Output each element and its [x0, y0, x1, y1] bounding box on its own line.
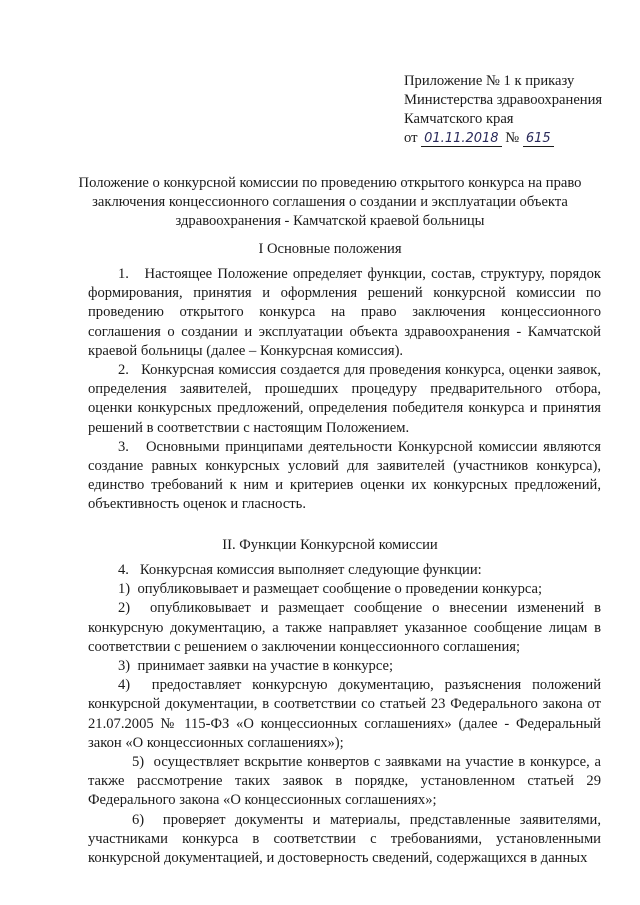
list-item: 3) принимает заявки на участие в конкурсе; [118, 658, 394, 675]
appendix-header [404, 72, 634, 148]
appendix-line-3: Камчатского края [404, 111, 514, 127]
number-label: № [505, 130, 520, 146]
list-item: 1) опубликовывает и размещает сообщение о проведении конкурса; [118, 581, 543, 598]
list-item: 4) предоставляет конкурсную документацию, разъяснения положений конкурсной документации, в соответствии со статьей 23 Федерального закона от 21.07.2005 № 115-ФЗ «О концессионных соглашениях» (далее - Федеральный закон «О концессионных соглашениях»); [88, 677, 601, 751]
appendix-date-line [404, 129, 634, 148]
from-label: от [404, 130, 418, 146]
section-1-heading: I Основные положения [258, 241, 402, 257]
handwritten-number: 615 [523, 131, 554, 147]
document-title: Положение о конкурсной комиссии по проведению открытого конкурса на право заключения концессионного соглашения о создании и эксплуатации объекта здравоохранения - Камчатской краевой больницы [78, 175, 582, 229]
paragraph-intro: 4. Конкурсная комиссия выполняет следующие функции: [118, 562, 482, 578]
appendix-line-2: Министерства здравоохранения [404, 92, 603, 108]
list-item: 2) опубликовывает и размещает сообщение о внесении изменений в конкурсную документацию, а также направляет указанное сообщение лицам в соответствии с решением о заключении концессионного соглашения; [88, 600, 601, 655]
section-2-body [88, 561, 601, 868]
appendix-line-1: Приложение № 1 к приказу [404, 73, 575, 89]
list-item: 5) осуществляет вскрытие конвертов с заявками на участие в конкурсе, а также рассмотрение таких заявок в порядке, установленном статьей 29 Федерального закона «О концессионных соглашениях»; [88, 754, 601, 809]
section-1-body [88, 265, 601, 515]
handwritten-date: 01.11.2018 [421, 131, 501, 147]
paragraph: 1. Настоящее Положение определяет функции, состав, структуру, порядок формирования, принятия и оформления решений конкурсной комиссии по проведению открытого конкурса на право заключения концессионного соглашения о создании и эксплуатации объекта здравоохранения - Камчатской краевой больницы (далее – Конкурсная комиссия). [88, 266, 601, 359]
section-2-heading: II. Функции Конкурсной комиссии [222, 537, 438, 553]
paragraph: 2. Конкурсная комиссия создается для проведения конкурса, оценки заявок, определения заявителей, прошедших процедуру предварительного отбора, оценки конкурсных предложений, определения победителя конкурса и принятия решений в соответствии с настоящим Положением. [88, 362, 601, 436]
paragraph: 3. Основными принципами деятельности Конкурсной комиссии являются создание равных конкурсных условий для заявителей (участников конкурса), единство требований к ним и критериев оценки их конкурсных предложений, объективность оценок и гласность. [88, 438, 601, 513]
list-item: 6) проверяет документы и материалы, представленные заявителями, участниками конкурса в соответствии с требованиями, установленными конкурсной документацией, и достоверность сведений, содержащихся в данных [88, 811, 601, 867]
